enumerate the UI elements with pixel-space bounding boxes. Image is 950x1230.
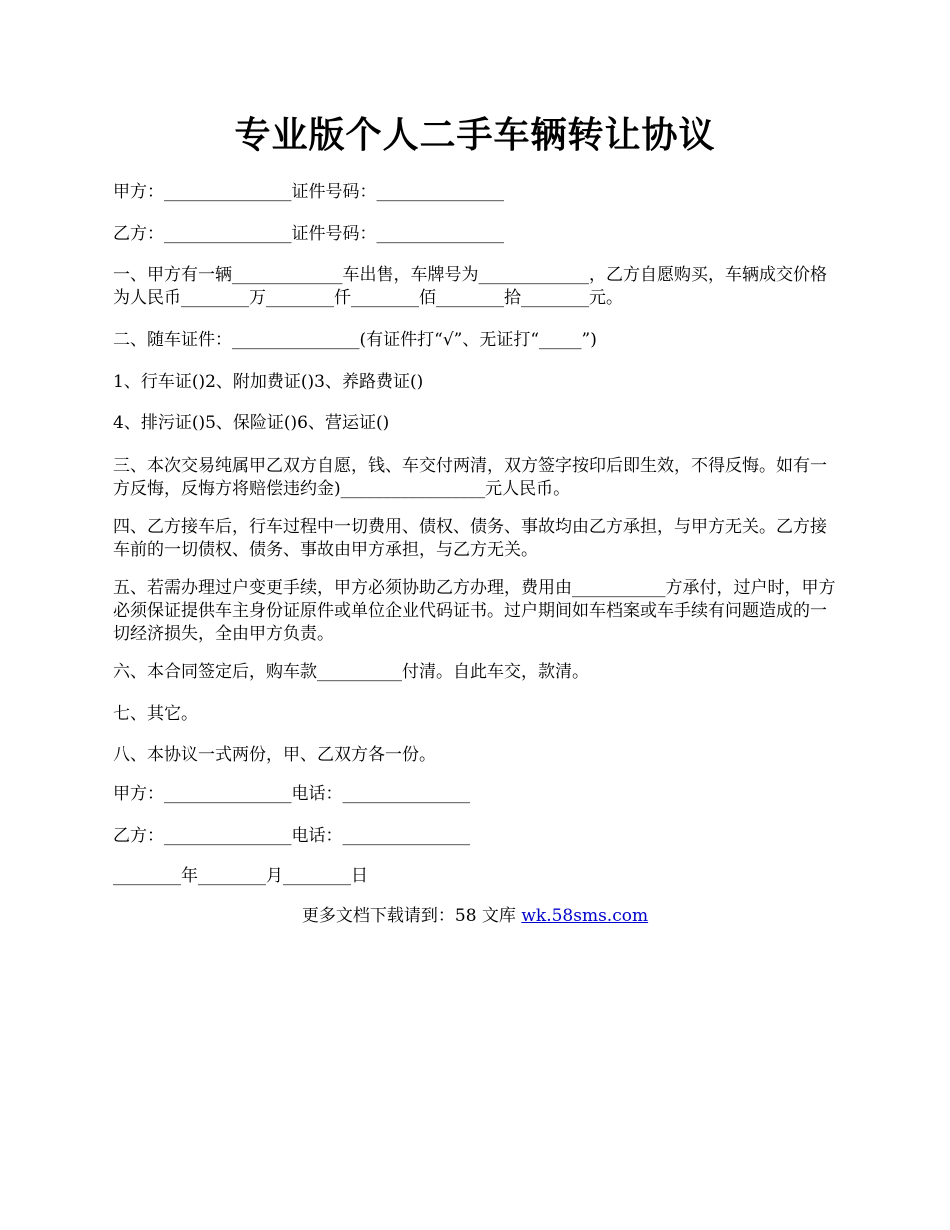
clause-8: 八、本协议一式两份，甲、乙双方各一份。 [113,745,436,765]
party-a-signature-line: 甲方：_______________电话：_______________ [113,784,470,804]
document-list-1: 1、行车证()2、附加费证()3、养路费证() [113,372,424,392]
party-b-id-line: 乙方：_______________证件号码：_______________ [113,224,504,244]
document-list-2: 4、排污证()5、保险证()6、营运证() [113,413,390,433]
date-line: ________年________月________日 [113,866,368,886]
footer-link[interactable]: wk.58sms.com [521,906,649,926]
clause-3: 三、本次交易纯属甲乙双方自愿，钱、车交付两清，双方签字按印后即生效，不得反悔。如有一方反悔，反悔方将赔偿违约金)_________________元人民币。 [113,456,827,499]
clause-6: 六、本合同签定后，购车款__________付清。自此车交，款清。 [113,662,589,682]
clause-4: 四、乙方接车后，行车过程中一切费用、债权、债务、事故均由乙方承担，与甲方无关。乙方接车前的一切债权、债务、事故由甲方承担，与乙方无关。 [113,517,827,560]
clause-1: 一、甲方有一辆_____________车出售，车牌号为_____________，乙方自愿购买，车辆成交价格为人民币________万________仟________佰________拾________元。 [113,265,827,308]
party-b-signature-line: 乙方：_______________电话：_______________ [113,826,470,846]
party-a-id-line: 甲方：_______________证件号码：_______________ [113,182,504,202]
footer-text: 更多文档下载请到：58 文库 [301,906,522,926]
clause-5: 五、若需办理过户变更手续，甲方必须协助乙方办理，费用由___________方承付，过户时，甲方必须保证提供车主身份证原件或单位企业代码证书。过户期间如车档案或车手续有问题造成的一切经济损失，全由甲方负责。 [113,578,836,644]
clause-7: 七、其它。 [113,704,198,724]
clause-2: 二、随车证件：_______________(有证件打“√”、无证打“_____”) [113,330,597,350]
page-title: 专业版个人二手车辆转让协议 [234,114,716,156]
footer [0,905,950,928]
